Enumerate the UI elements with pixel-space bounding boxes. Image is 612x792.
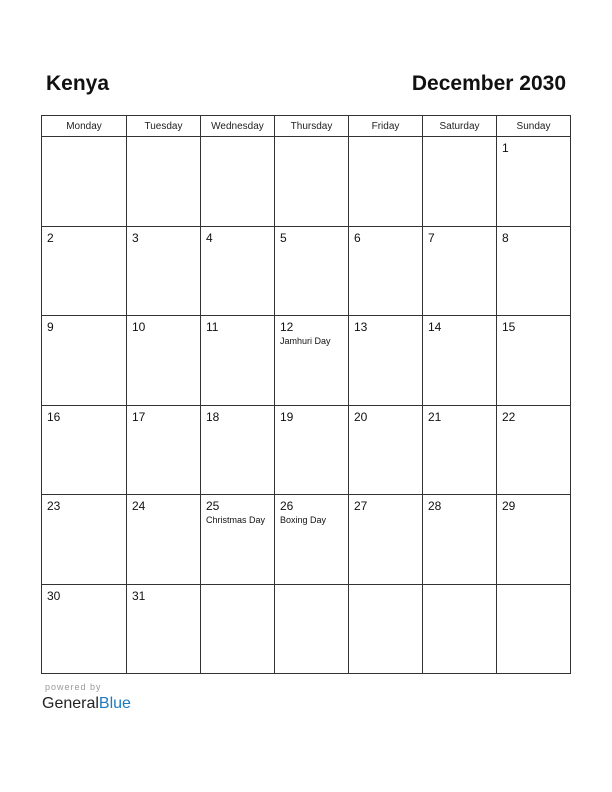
day-cell xyxy=(275,227,349,317)
holiday-label: Christmas Day xyxy=(206,515,266,525)
day-number: 23 xyxy=(47,499,61,513)
holiday-label: Boxing Day xyxy=(280,515,327,525)
day-cell xyxy=(349,585,423,675)
footer-branding xyxy=(42,682,131,714)
day-number: 6 xyxy=(354,230,361,245)
day-number: 24 xyxy=(132,499,146,513)
day-cell xyxy=(201,137,275,227)
day-cell xyxy=(201,316,275,406)
weekday-header-friday: Friday xyxy=(349,116,423,137)
day-number: 28 xyxy=(428,499,442,513)
day-number: 14 xyxy=(428,320,442,334)
brand-name-general: General xyxy=(42,695,99,712)
day-number: 17 xyxy=(132,409,146,424)
day-number: 1 xyxy=(502,141,509,155)
day-number: 27 xyxy=(354,499,368,513)
brand-logo xyxy=(42,694,131,714)
day-number: 4 xyxy=(206,230,213,245)
day-cell xyxy=(201,406,275,496)
day-cell xyxy=(497,316,571,406)
day-cell xyxy=(201,495,275,585)
weekday-header-monday: Monday xyxy=(42,116,127,137)
day-cell xyxy=(127,495,201,585)
day-cell xyxy=(349,227,423,317)
day-number: 5 xyxy=(280,230,287,245)
day-number: 9 xyxy=(47,320,54,334)
country-title: Kenya xyxy=(46,72,110,95)
weekday-header-saturday: Saturday xyxy=(423,116,497,137)
day-cell xyxy=(349,316,423,406)
day-number: 21 xyxy=(428,409,442,424)
day-number: 31 xyxy=(132,588,146,603)
weekday-header-tuesday: Tuesday xyxy=(127,116,201,137)
weekday-header-wednesday: Wednesday xyxy=(201,116,275,137)
day-number: 20 xyxy=(354,409,368,424)
day-cell xyxy=(275,316,349,406)
day-cell xyxy=(42,316,127,406)
month-year-title: December 2030 xyxy=(411,72,566,95)
day-number: 3 xyxy=(132,230,139,245)
day-cell xyxy=(349,495,423,585)
day-number: 18 xyxy=(206,409,220,424)
day-cell xyxy=(497,585,571,675)
day-number: 2 xyxy=(47,230,54,245)
day-cell xyxy=(349,406,423,496)
day-cell xyxy=(423,227,497,317)
day-cell xyxy=(423,316,497,406)
day-cell xyxy=(127,585,201,675)
day-cell xyxy=(275,137,349,227)
calendar-grid xyxy=(41,115,571,674)
day-cell xyxy=(423,495,497,585)
day-cell xyxy=(127,406,201,496)
weekday-header-thursday: Thursday xyxy=(275,116,349,137)
day-number: 22 xyxy=(502,409,516,424)
day-cell xyxy=(127,227,201,317)
day-number: 25 xyxy=(206,499,220,513)
day-number: 7 xyxy=(428,230,435,245)
day-cell xyxy=(497,137,571,227)
day-cell xyxy=(42,585,127,675)
day-number: 30 xyxy=(47,588,61,603)
weekday-header-sunday: Sunday xyxy=(497,116,571,137)
day-cell xyxy=(423,137,497,227)
holiday-label: Jamhuri Day xyxy=(280,336,331,346)
day-number: 26 xyxy=(280,499,294,513)
day-number: 8 xyxy=(502,230,509,245)
day-cell xyxy=(42,227,127,317)
day-cell xyxy=(201,585,275,675)
day-cell xyxy=(127,137,201,227)
day-cell xyxy=(275,495,349,585)
brand-name-blue: Blue xyxy=(98,695,131,712)
day-number: 15 xyxy=(502,320,516,334)
day-cell xyxy=(127,316,201,406)
day-cell xyxy=(497,227,571,317)
day-cell xyxy=(201,227,275,317)
day-number: 16 xyxy=(47,409,61,424)
day-cell xyxy=(497,406,571,496)
powered-by-text: powered by xyxy=(45,682,102,692)
day-cell xyxy=(42,137,127,227)
day-cell xyxy=(423,585,497,675)
day-number: 13 xyxy=(354,320,368,334)
day-cell xyxy=(423,406,497,496)
day-cell xyxy=(275,585,349,675)
day-number: 29 xyxy=(502,499,516,513)
day-number: 19 xyxy=(280,409,294,424)
day-number: 12 xyxy=(280,320,294,334)
day-number: 10 xyxy=(132,320,146,334)
day-number: 11 xyxy=(206,320,219,334)
day-cell xyxy=(42,406,127,496)
day-cell xyxy=(497,495,571,585)
day-cell xyxy=(275,406,349,496)
day-cell xyxy=(42,495,127,585)
day-cell xyxy=(349,137,423,227)
